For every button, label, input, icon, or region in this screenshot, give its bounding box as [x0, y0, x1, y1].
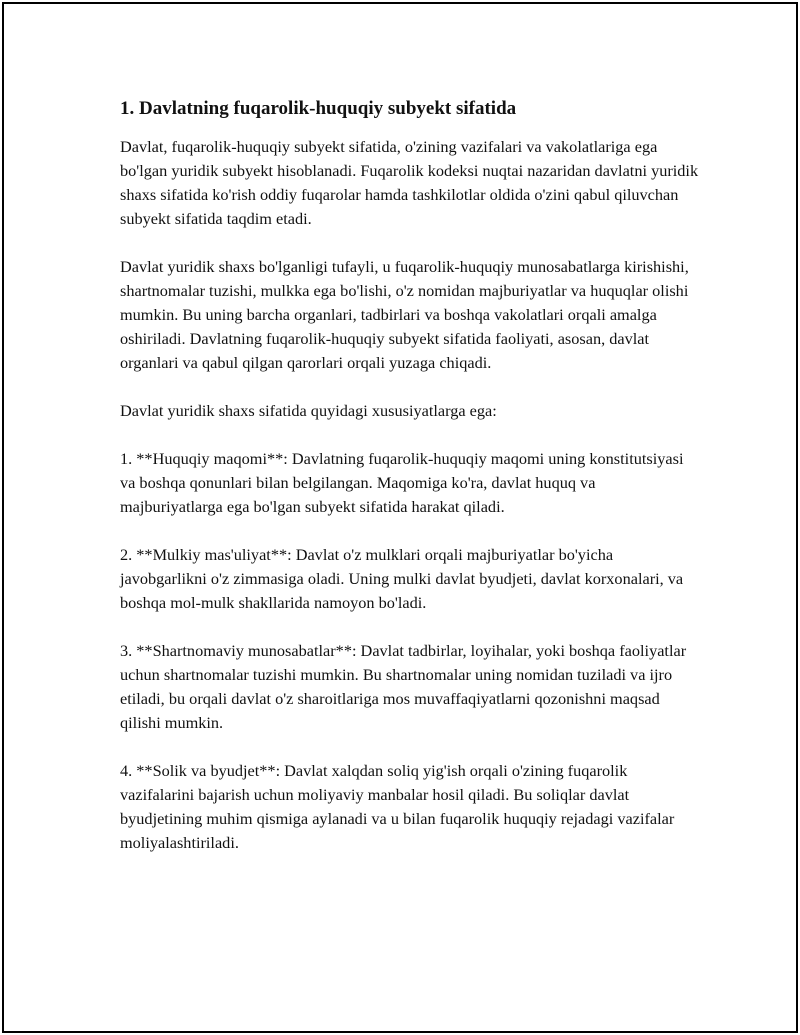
paragraph-legal-entity: Davlat yuridik shaxs bo'lganligi tufayli, u fuqarolik-huquqiy munosabatlarga kirishishi, shartnomalar tuzishi, mulkka ega bo'lishi, o'z nomidan majburiyatlar va huquqlar olishi mumkin. Bu uning barcha organlari, tadbirlari va boshqa vakolatlari orqali amalga oshiriladi. Davlatning fuqarolik-huquqiy subyekt sifatida faoliyati, asosan, davlat organlari va qabul qilgan qarorlari orqali yuzaga chiqadi.	[120, 257, 689, 372]
list-item-tax-and-budget: 4. **Solik va byudjet**: Davlat xalqdan soliq yig'ish orqali o'zining fuqarolik vazifalarini bajarish uchun moliyaviy manbalar hosil qiladi. Bu soliqlar davlat byudjetining muhim qismiga aylanadi va u bilan fuqarolik huquqiy rejadagi vazifalar moliyalashtiriladi.	[120, 761, 675, 852]
document-title: 1. Davlatning fuqarolik-huquqiy subyekt sifatida	[120, 98, 517, 119]
paragraph-intro: Davlat, fuqarolik-huquqiy subyekt sifatida, o'zining vazifalari va vakolatlariga ega bo'lgan yuridik subyekt hisoblanadi. Fuqarolik kodeksi nuqtai nazaridan davlatni yuridik shaxs sifatida ko'rish oddiy fuqarolar hamda tashkilotlar oldida o'zini qabul qiluvchan subyekt sifatida taqdim etadi.	[120, 137, 699, 228]
list-item-legal-status: 1. **Huquqiy maqomi**: Davlatning fuqarolik-huquqiy maqomi uning konstitutsiyasi va boshqa qonunlari bilan belgilangan. Maqomiga ko'ra, davlat huquq va majburiyatlarga ega bo'lgan subyekt sifatida harakat qiladi.	[120, 449, 684, 516]
page-frame	[2, 2, 798, 1033]
paragraph-features-lead: Davlat yuridik shaxs sifatida quyidagi xususiyatlarga ega:	[120, 401, 497, 420]
document-body	[120, 96, 700, 879]
list-item-contractual-relations: 3. **Shartnomaviy munosabatlar**: Davlat tadbirlar, loyihalar, yoki boshqa faoliyatlar uchun shartnomalar tuzishi mumkin. Bu shartnomalar uning nomidan tuziladi va ijro etiladi, bu orqali davlat o'z sharoitlariga mos muvaffaqiyatlarni qozonishni maqsad qilishi mumkin.	[120, 641, 687, 732]
list-item-property-liability: 2. **Mulkiy mas'uliyat**: Davlat o'z mulklari orqali majburiyatlar bo'yicha javobgarlikni o'z zimmasiga oladi. Uning mulki davlat byudjeti, davlat korxonalari, va boshqa mol-mulk shakllarida namoyon bo'ladi.	[120, 545, 684, 612]
